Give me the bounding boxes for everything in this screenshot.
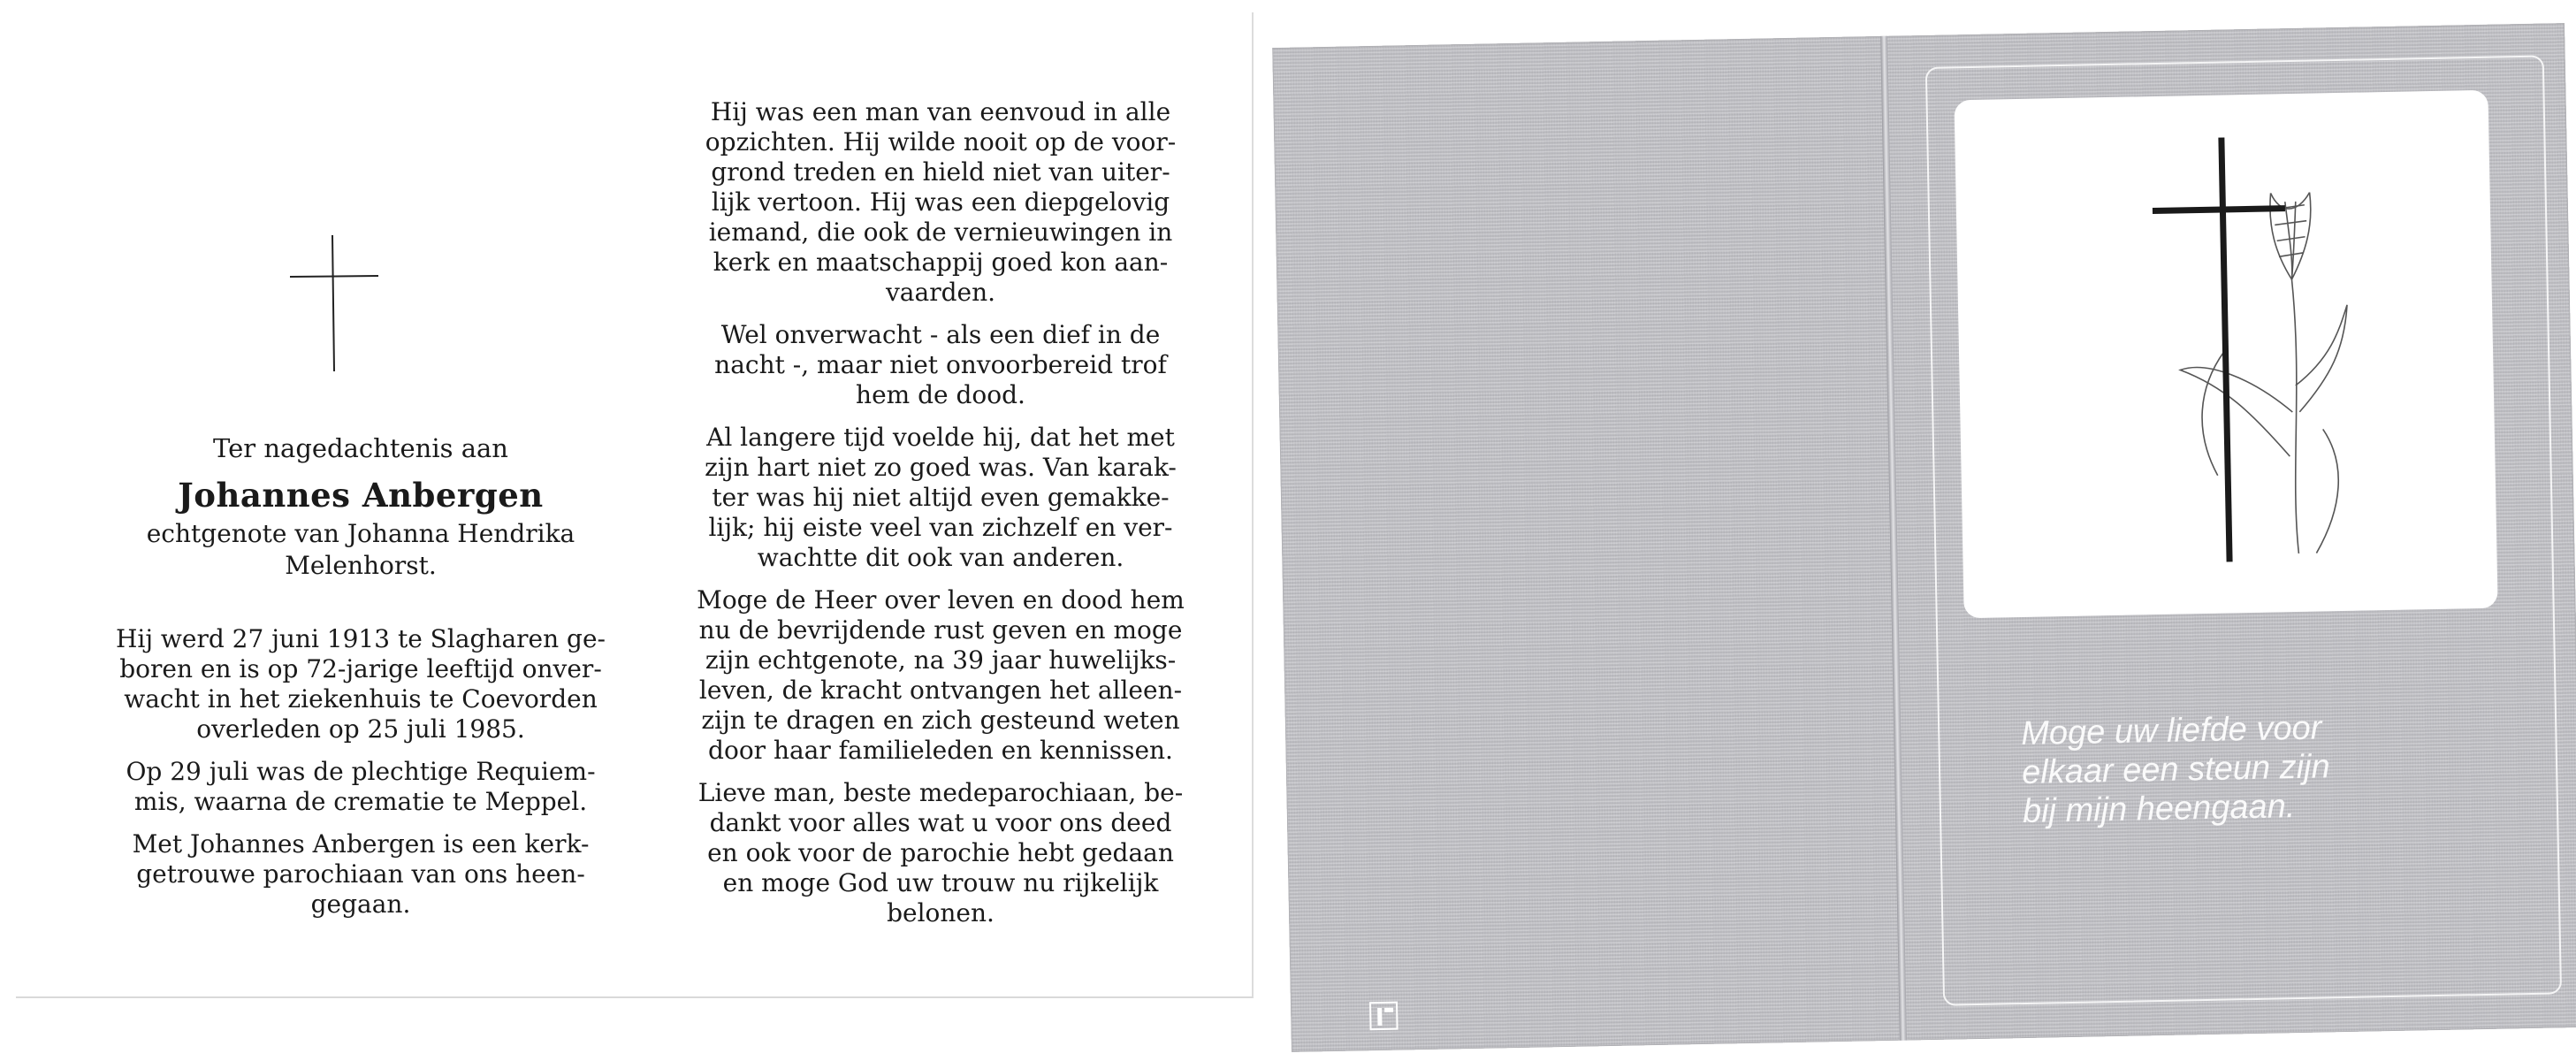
text-line: leven, de kracht ontvangen het alleen- [698, 676, 1183, 705]
text-line: lijk vertoon. Hij was een diepgelovig [711, 187, 1170, 217]
text-line: Lieve man, beste medeparochiaan, be- [697, 778, 1184, 807]
intro-text: Ter nagedachtenis aan [213, 433, 508, 463]
cover-verse [2021, 707, 2412, 831]
text-line: hem de dood. [856, 380, 1025, 409]
text-line: Moge de Heer over leven en dood hem [697, 585, 1185, 614]
text-line: en ook voor de parochie hebt gedaan [707, 838, 1174, 867]
deceased-name: Johannes Anbergen [178, 476, 544, 515]
text-line: Wel onverwacht - als een dief in de [720, 320, 1161, 349]
text-line: Hij was een man van eenvoud in alle [710, 97, 1171, 126]
text-line: door haar familieleden en kennissen. [708, 736, 1173, 765]
text-line: nacht -, maar niet onvoorbereid trof [714, 350, 1167, 379]
text-line: getrouwe parochiaan van ons heen- [136, 859, 585, 889]
text-line: wachtte dit ook van anderen. [757, 543, 1124, 572]
text-line: grond treden en hield niet van uiter- [711, 157, 1170, 187]
text-line: lijk; hij eiste veel van zichzelf en ver- [708, 513, 1173, 542]
image-panel [1955, 90, 2498, 618]
paragraph-farewell [675, 778, 1206, 928]
paragraph-character [675, 97, 1206, 308]
paragraph-requiem [87, 757, 635, 817]
spouse-line [140, 518, 582, 582]
text-line: nu de bevrijdende rust geven en moge [698, 615, 1183, 645]
text-line: zijn echtgenote, na 39 jaar huwelijks- [705, 645, 1177, 675]
paragraph-parishioner [87, 829, 635, 920]
paragraph-prayer [675, 585, 1206, 766]
text-line: belonen. [887, 898, 995, 927]
verse-line: elkaar een steun zijn [2021, 748, 2331, 792]
cross-icon [290, 235, 378, 371]
paragraph-unexpected [675, 320, 1206, 410]
text-line: overleden op 25 juli 1985. [196, 714, 525, 744]
cross-with-wheat-icon [1955, 90, 2498, 618]
spouse-line-1: echtgenote van Johanna Hendrika [146, 519, 575, 548]
right-column-text [675, 97, 1206, 941]
text-line: mis, waarna de crematie te Meppel. [133, 787, 588, 816]
text-line: opzichten. Hij wilde nooit op de voor- [705, 127, 1177, 156]
text-line: gegaan. [310, 889, 411, 919]
paragraph-birth-death [87, 624, 635, 744]
memorial-card-inside [16, 12, 1254, 998]
text-line: en moge God uw trouw nu rijkelijk [722, 868, 1159, 897]
text-line: Met Johannes Anbergen is een kerk- [132, 829, 590, 859]
spouse-line-2: Melenhorst. [285, 551, 437, 580]
verse-line: bij mijn heengaan. [2022, 788, 2296, 830]
memorial-card-cover [1272, 23, 2576, 1052]
text-line: zijn hart niet zo goed was. Van karak- [705, 453, 1177, 482]
text-line: Al langere tijd voelde hij, dat het met [706, 423, 1175, 452]
fold-line [1880, 36, 1907, 1041]
verse-line: Moge uw liefde voor [2020, 709, 2322, 753]
text-line: dankt voor alles wat u voor ons deed [709, 808, 1172, 837]
text-line: vaarden. [885, 278, 996, 307]
text-line: kerk en maatschappij goed kon aan- [713, 248, 1169, 277]
text-line: Op 29 juli was de plechtige Requiem- [126, 757, 596, 786]
left-column-text [87, 624, 635, 932]
publisher-logo-icon [1368, 1001, 1401, 1032]
text-line: boren en is op 72-jarige leeftijd onver- [119, 654, 602, 683]
text-line: zijn te dragen en zich gesteund weten [701, 706, 1180, 735]
text-line: Hij werd 27 juni 1913 te Slagharen ge- [115, 624, 606, 653]
paragraph-heart [675, 423, 1206, 573]
text-line: wacht in het ziekenhuis te Coevorden [124, 684, 598, 714]
text-line: ter was hij niet altijd even gemakke- [712, 483, 1170, 512]
wheat-icon [2177, 192, 2352, 556]
text-line: iemand, die ook de vernieuwingen in [708, 218, 1173, 247]
